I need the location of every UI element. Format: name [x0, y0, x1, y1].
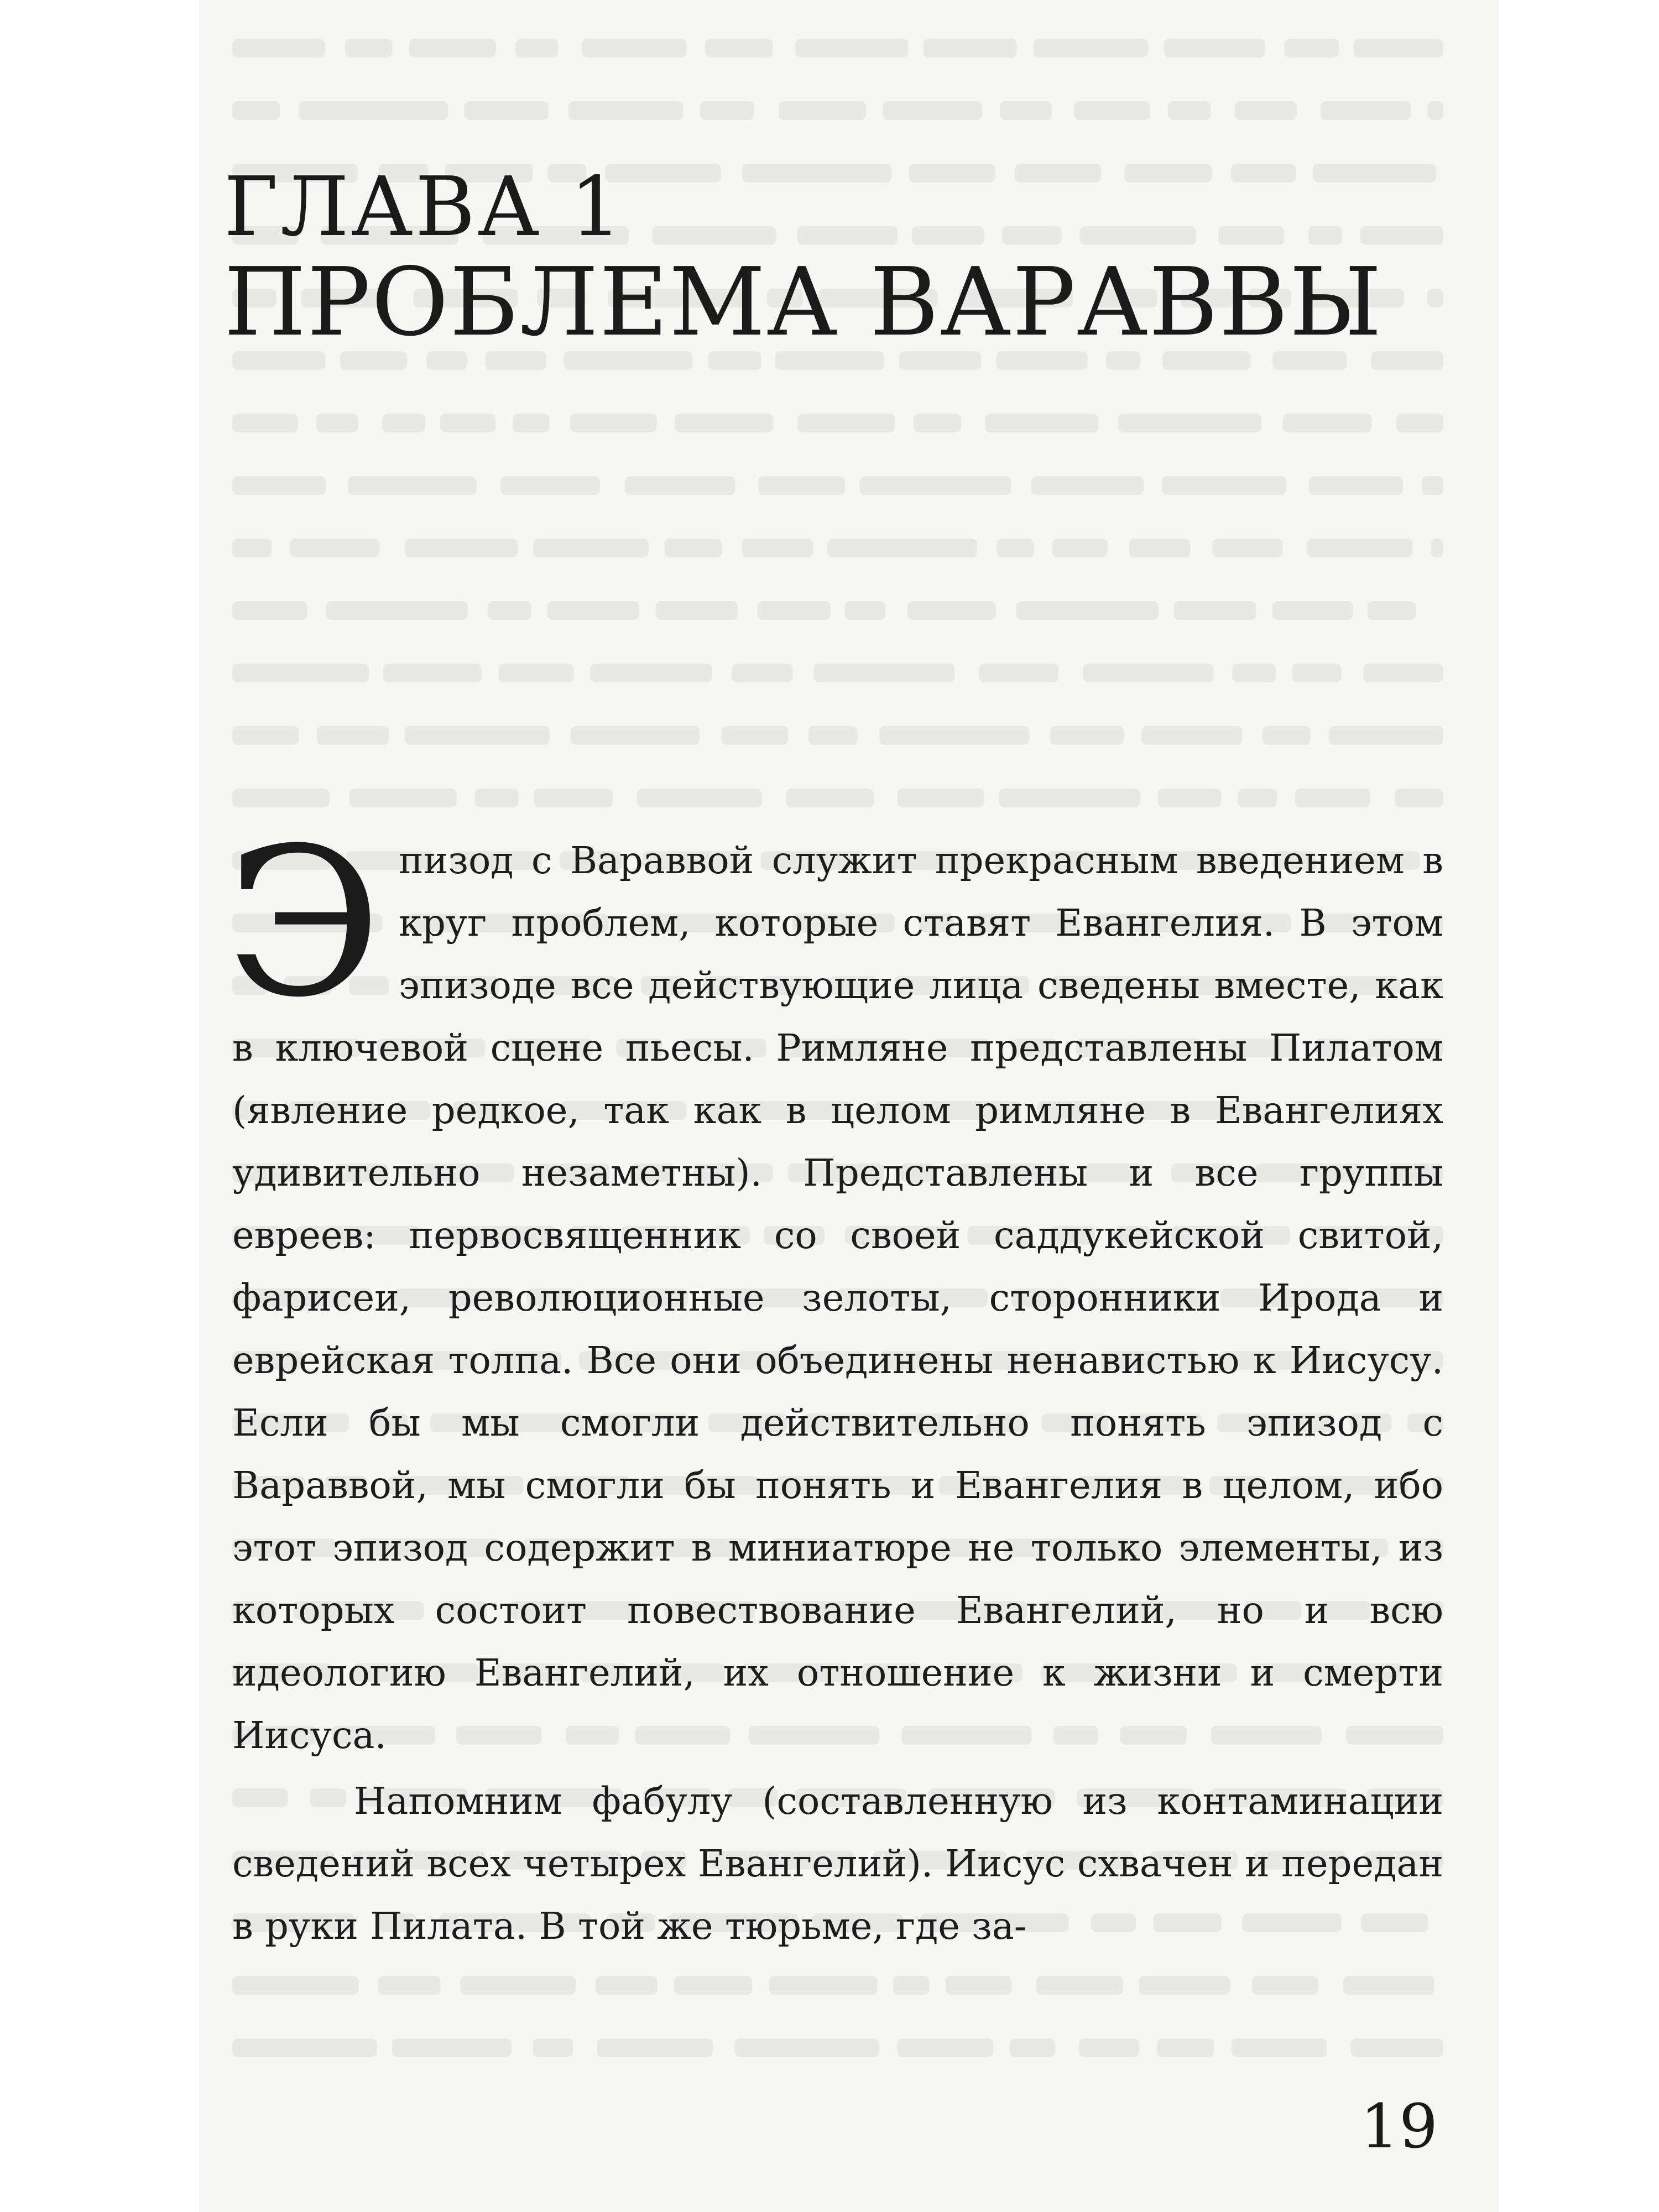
bleed-smudge: [1124, 164, 1212, 182]
bleed-smudge: [1363, 664, 1443, 682]
bleed-smudge: [742, 539, 813, 557]
bleed-smudge: [625, 476, 735, 495]
bleed-smudge: [1118, 414, 1261, 432]
bleed-smudge: [547, 601, 639, 620]
bleed-smudge: [316, 414, 358, 432]
bleed-smudge: [1351, 2038, 1443, 2057]
bleed-smudge: [893, 1976, 930, 1995]
bleed-smudge: [656, 601, 738, 620]
bleed-smudge: [1031, 476, 1144, 495]
bleed-smudge: [1285, 39, 1339, 58]
bleed-smudge: [637, 789, 762, 807]
paragraph-first-text: пизод с Вараввой служит прекрасным введением в круг проблем, которые ставят Евангелия. В этом эпизоде все действующие лица сведены вместе, как в ключевой сцене пьесы. Римляне представлены Пилатом (явление редкое, так как в целом римляне в Евангелиях удивительно незаметны). Представлены и все группы евреев: первосвященник со своей саддукейской свитой, фарисеи, революционные зелоты, сторонники Ирода и еврейская толпа. Все они объединены ненавистью к Иисусу. Если бы мы смогли действительно понять эпизод с Вараввой, мы смогли бы понять и Евангелия в целом, ибо этот эпизод содержит в миниатюре не только элементы, из которых состоит повествование Евангелий, но и всю идеологию Евангелий, их отношение к жизни и смерти Иисуса.: [232, 839, 1443, 1757]
bleed-smudge: [1367, 601, 1416, 620]
bleed-smudge: [1010, 2038, 1055, 2057]
bleed-smudge: [232, 414, 298, 432]
bleed-smudge: [769, 1976, 878, 1995]
bleed-smudge: [1168, 101, 1211, 120]
bleed-smudge: [897, 2038, 994, 2057]
bleed-smudge: [534, 789, 613, 807]
bleed-smudge: [382, 414, 425, 432]
bleed-smudge: [464, 101, 548, 120]
bleed-smudge: [326, 601, 468, 620]
chapter-label: ГЛАВА 1: [224, 159, 624, 254]
bleed-smudge: [1016, 601, 1159, 620]
bleed-smudge: [405, 726, 550, 745]
bleed-smudge: [734, 2038, 879, 2057]
bleed-smudge: [515, 39, 558, 58]
bleed-smudge: [652, 226, 776, 245]
bleed-smudge: [1052, 539, 1108, 557]
bleed-smudge: [721, 726, 788, 745]
bleed-smudge: [1074, 101, 1150, 120]
bleed-smudge: [378, 1976, 441, 1995]
bleed-smudge: [1262, 726, 1311, 745]
bleed-smudge: [1173, 601, 1256, 620]
bleed-smudge: [1321, 101, 1411, 120]
bleed-smudge: [1079, 226, 1196, 245]
bleed-smudge: [1079, 2038, 1139, 2057]
bleed-smudge: [898, 789, 984, 807]
bleed-smudge: [1422, 476, 1443, 495]
bleed-smudge: [1329, 726, 1443, 745]
chapter-title: ПРОБЛЕМА ВАРАВВЫ: [224, 248, 1383, 357]
bleed-smudge: [914, 414, 961, 432]
bleed-smudge: [797, 226, 898, 245]
bleed-smudge: [488, 601, 531, 620]
bleed-smudge: [1395, 789, 1443, 807]
bleed-smudge: [232, 664, 369, 682]
bleed-smudge: [597, 2038, 713, 2057]
bleed-smudge: [1158, 789, 1222, 807]
bleed-smudge: [392, 2038, 512, 2057]
bleed-smudge: [1343, 1976, 1434, 1995]
bleed-smudge: [1162, 476, 1286, 495]
bleed-smudge: [1396, 414, 1443, 432]
bleed-smudge: [232, 601, 307, 620]
bleed-smudge: [732, 664, 793, 682]
page-number: 19: [1360, 2091, 1438, 2162]
bleed-smudge: [912, 226, 984, 245]
bleed-smudge: [1129, 539, 1190, 557]
bleed-smudge: [1283, 414, 1372, 432]
bleed-smudge: [705, 39, 773, 58]
bleed-smudge: [1083, 664, 1214, 682]
bleed-smudge: [1157, 2038, 1214, 2057]
bleed-smudge: [232, 476, 326, 495]
bleed-smudge: [383, 664, 482, 682]
bleed-smudge: [570, 726, 700, 745]
bleed-smudge: [1141, 726, 1242, 745]
bleed-smudge: [883, 101, 982, 120]
bleed-smudge: [742, 164, 891, 182]
bleed-smudge: [757, 601, 831, 620]
bleed-smudge: [665, 539, 722, 557]
bleed-smudge: [500, 476, 600, 495]
bleed-smudge: [317, 726, 389, 745]
bleed-smudge: [1218, 226, 1284, 245]
bleed-smudge: [290, 539, 380, 557]
bleed-smudge: [345, 39, 392, 58]
bleed-smudge: [909, 164, 995, 182]
bleed-smudge: [299, 101, 448, 120]
bleed-smudge: [674, 1976, 753, 1995]
bleed-smudge: [758, 476, 845, 495]
bleed-smudge: [946, 1976, 1012, 1995]
bleed-smudge: [1308, 226, 1343, 245]
bleed-smudge: [460, 1976, 576, 1995]
bleed-smudge: [440, 414, 495, 432]
bleed-smudge: [1015, 164, 1102, 182]
bleed-smudge: [348, 476, 477, 495]
bleed-smudge: [232, 539, 272, 557]
bleed-smudge: [1309, 476, 1403, 495]
drop-cap: Э: [226, 805, 383, 1042]
bleed-smudge: [1002, 226, 1061, 245]
bleed-smudge: [795, 39, 909, 58]
bleed-smudge: [997, 539, 1034, 557]
bleed-smudge: [1238, 789, 1277, 807]
bleed-smudge: [813, 664, 954, 682]
bleed-smudge: [513, 414, 549, 432]
bleed-smudge: [568, 101, 684, 120]
bleed-smudge: [1034, 39, 1149, 58]
bleed-smudge: [1139, 1976, 1230, 1995]
bleed-smudge: [808, 726, 858, 745]
bleed-smudge: [1431, 539, 1443, 557]
bleed-smudge: [999, 789, 1140, 807]
bleed-smudge: [1050, 726, 1124, 745]
bleed-smudge: [923, 39, 1017, 58]
bleed-smudge: [1272, 601, 1353, 620]
bleed-smudge: [1427, 101, 1443, 120]
bleed-smudge: [582, 39, 687, 58]
bleed-smudge: [232, 1976, 359, 1995]
bleed-smudge: [786, 789, 874, 807]
body-text: [226, 805, 1443, 1958]
bleed-smudge: [1235, 101, 1297, 120]
bleed-smudge: [1353, 39, 1443, 58]
bleed-smudge: [879, 726, 1030, 745]
bleed-smudge: [1313, 164, 1436, 182]
paragraph-first: [226, 805, 1443, 1767]
bleed-smudge: [1307, 539, 1413, 557]
bleed-smudge: [533, 2038, 573, 2057]
paragraph-second: Напомним фабулу (составленную из контаминации сведений всех четырех Евангелий). Иисус схвачен и передан в руки Пилата. В той же тюрьме, где за-: [232, 1780, 1443, 1948]
bleed-smudge: [404, 539, 518, 557]
bleed-smudge: [596, 1976, 658, 1995]
bleed-smudge: [232, 39, 325, 58]
bleed-smudge: [1036, 1976, 1123, 1995]
bleed-smudge: [1252, 1976, 1318, 1995]
bleed-smudge: [590, 664, 712, 682]
bleed-smudge: [985, 414, 1099, 432]
bleed-smudge: [1295, 789, 1370, 807]
bleed-smudge: [859, 476, 1011, 495]
bleed-smudge: [409, 39, 496, 58]
bleed-smudge: [232, 2038, 377, 2057]
bleed-smudge: [232, 726, 299, 745]
bleed-smudge: [845, 601, 885, 620]
bleed-smudge: [1427, 289, 1443, 307]
bleed-smudge: [675, 414, 774, 432]
bleed-smudge: [1212, 539, 1282, 557]
bleed-smudge: [1232, 2038, 1327, 2057]
bleed-smudge: [1292, 664, 1341, 682]
bleed-smudge: [779, 101, 866, 120]
bleed-smudge: [474, 789, 518, 807]
bleed-smudge: [498, 664, 573, 682]
bleed-smudge: [533, 539, 649, 557]
bleed-smudge: [1000, 101, 1052, 120]
bleed-smudge: [797, 414, 895, 432]
bleed-smudge: [1231, 164, 1296, 182]
bleed-smudge: [907, 601, 996, 620]
bleed-smudge: [1164, 39, 1265, 58]
bleed-smudge: [1360, 226, 1443, 245]
bleed-smudge: [979, 664, 1058, 682]
bleed-smudge: [700, 101, 754, 120]
bleed-smudge: [570, 414, 657, 432]
bleed-smudge: [827, 539, 977, 557]
bleed-smudge: [232, 101, 280, 120]
bleed-smudge: [1232, 664, 1276, 682]
